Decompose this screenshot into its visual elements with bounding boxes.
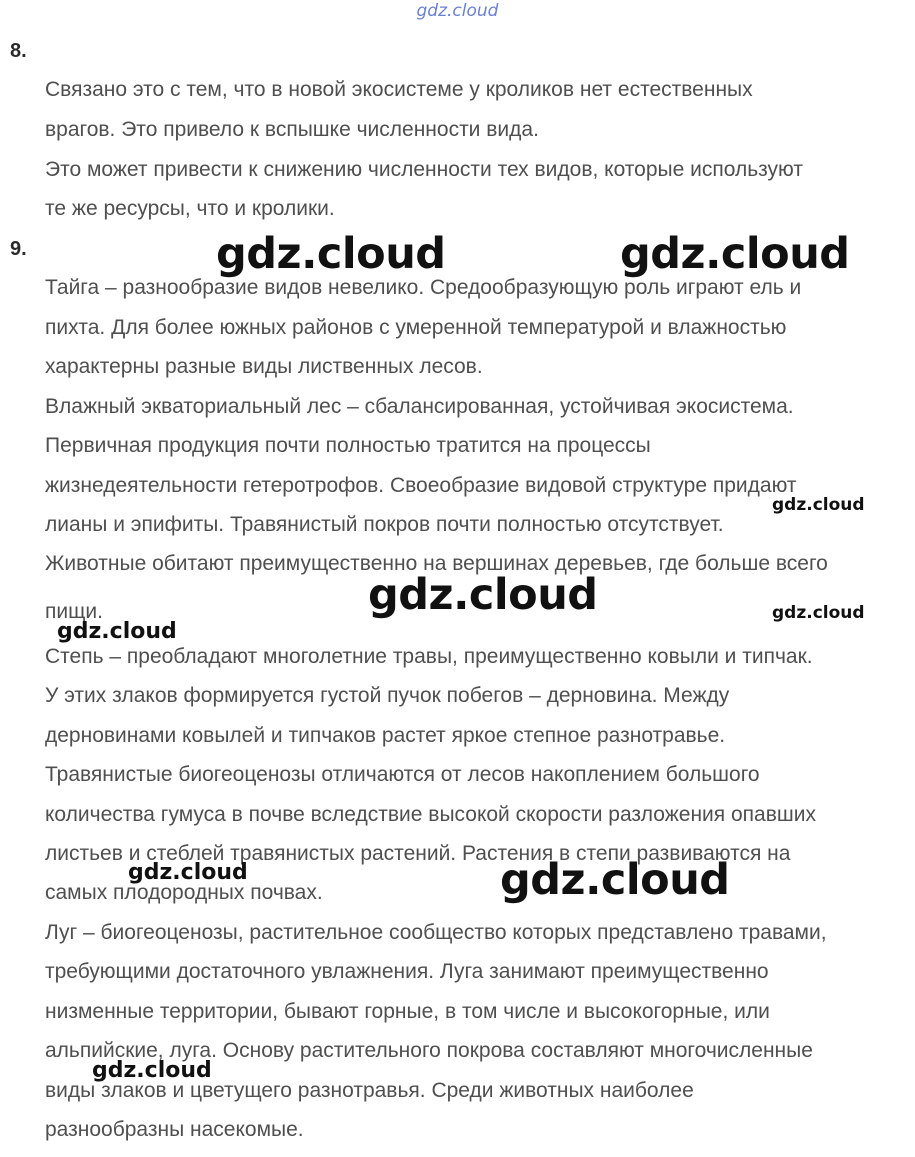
answer-9-line: Влажный экваториальный лес – сбалансированная, устойчивая экосистема. (45, 395, 794, 418)
answer-9-line: Тайга – разнообразие видов невелико. Средообразующую роль играют ель и (45, 276, 802, 299)
answer-number-8: 8. (10, 40, 27, 62)
top-watermark: gdz.cloud (416, 1, 499, 21)
watermark: gdz.cloud (368, 570, 598, 620)
answer-9-line: самых плодородных почвах. (45, 881, 323, 904)
answer-9-line: требующими достаточного увлажнения. Луга занимают преимущественно (45, 960, 769, 983)
answer-9-line: низменные территории, бывают горные, в том числе и высокогорные, или (45, 1000, 770, 1023)
answer-9-line: Первичная продукция почти полностью тратится на процессы (45, 434, 651, 457)
answer-9-line: лианы и эпифиты. Травянистый покров почти полностью отсутствует. (45, 513, 724, 536)
watermark: gdz.cloud (620, 229, 850, 279)
answer-9-line: количества гумуса в почве вследствие высокой скорости разложения опавших (45, 803, 816, 826)
watermark: gdz.cloud (57, 619, 177, 644)
watermark: gdz.cloud (216, 229, 446, 279)
answer-9-line: альпийские, луга. Основу растительного покрова составляют многочисленные (45, 1039, 813, 1062)
watermark: gdz.cloud (92, 1058, 212, 1083)
answer-9-line: листьев и стеблей травянистых растений. Растения в степи развиваются на (45, 842, 791, 865)
answer-9-line: пищи. (45, 600, 103, 623)
answer-9-line: Животные обитают преимущественно на вершинах деревьев, где больше всего (45, 552, 828, 575)
watermark: gdz.cloud (772, 603, 865, 623)
answer-number-9: 9. (10, 238, 27, 260)
answer-8-line: врагов. Это привело к вспышке численности вида. (45, 118, 539, 141)
answer-8-line: те же ресурсы, что и кролики. (45, 197, 335, 220)
watermark: gdz.cloud (128, 860, 248, 885)
answer-9-line: дерновинами ковылей и типчаков растет яркое степное разнотравье. (45, 724, 726, 747)
answer-9-line: пихта. Для более южных районов с умеренной температурой и влажностью (45, 316, 787, 339)
answer-9-line: виды злаков и цветущего разнотравья. Среди животных наиболее (45, 1079, 694, 1102)
watermark: gdz.cloud (500, 855, 730, 905)
answer-8-line: Это может привести к снижению численности тех видов, которые используют (45, 158, 803, 181)
answer-9-line: жизнедеятельности гетеротрофов. Своеобразие видовой структуре придают (45, 474, 797, 497)
answer-9-line: Травянистые биогеоценозы отличаются от лесов накоплением большого (45, 763, 760, 786)
answer-9-line: разнообразны насекомые. (45, 1118, 304, 1141)
answer-9-line: Луг – биогеоценозы, растительное сообщество которых представлено травами, (45, 921, 827, 944)
answer-9-line: характерны разные виды лиственных лесов. (45, 355, 483, 378)
answer-9-line: Степь – преобладают многолетние травы, преимущественно ковыли и типчак. (45, 645, 813, 668)
answer-8-line: Связано это с тем, что в новой экосистеме у кроликов нет естественных (45, 78, 753, 101)
watermark: gdz.cloud (772, 495, 865, 515)
answer-9-line: У этих злаков формируется густой пучок побегов – дерновина. Между (45, 684, 730, 707)
